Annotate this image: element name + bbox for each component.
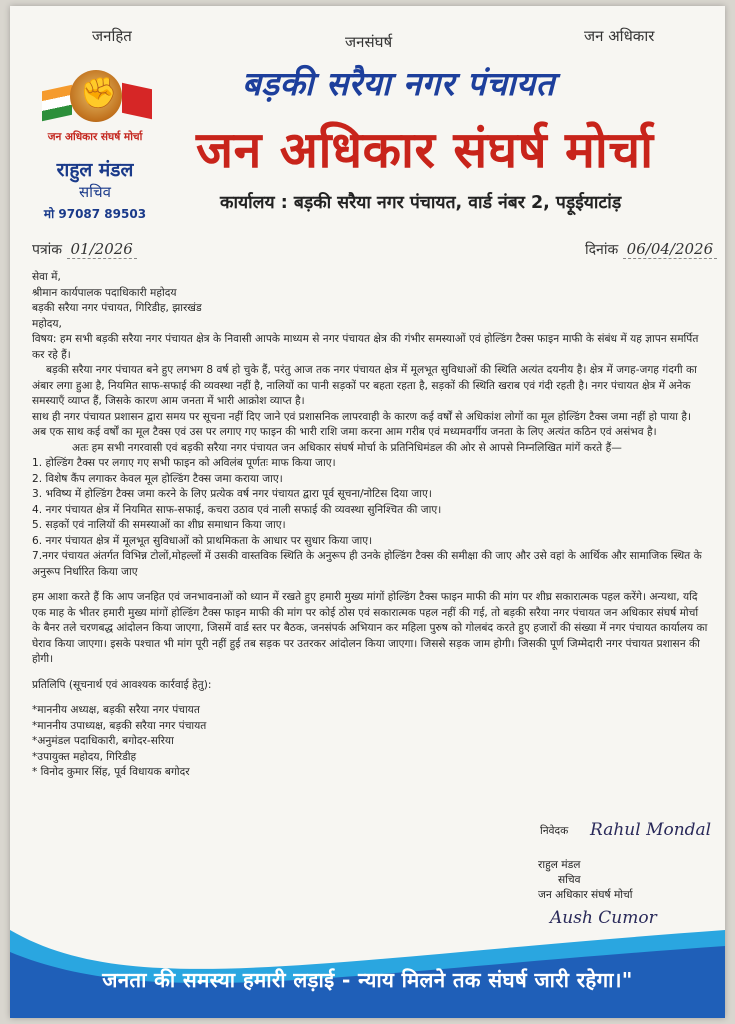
letter-date (585, 240, 717, 259)
letter-body (32, 270, 708, 781)
slogan-jansangharsh: जनसंघर्ष (345, 33, 393, 51)
handwritten-signature-1: Rahul Mondal (590, 820, 712, 840)
copy-heading: प्रतिलिपि (सूचनार्थ एवं आवश्यक कार्रवाई हेतु): (32, 678, 212, 691)
tricolor-flag-icon (42, 85, 72, 121)
demand-item: 6. नगर पंचायत क्षेत्र में मूलभूत सुविधाओं को प्राथमिकता के आधार पर सुधार किया जाए। (32, 534, 373, 547)
address-line: श्रीमान कार्यपालक पदाधिकारी महोदय (32, 286, 177, 299)
patrank-value: 01/2026 (67, 240, 137, 259)
date-label: दिनांक (585, 242, 619, 258)
paragraph-3: अतः हम सभी नगरवासी एवं बड़की सरैया नगर पंचायत जन अधिकार संघर्ष मोर्चा के प्रतिनिधिमंडल की ओर से आपसे निम्नलिखित मांगें करते हैं— (72, 441, 622, 454)
demand-item: 4. नगर पंचायत क्षेत्र में नियमित साफ-सफाई, कचरा उठाव एवं नाली सफाई की व्यवस्था सुनिश्चित की जाए। (32, 503, 442, 516)
paragraph-1: बड़की सरैया नगर पंचायत बने हुए लगभग 8 वर्ष हो चुके हैं, परंतु आज तक नगर पंचायत क्षेत्र में मूलभूत सुविधाओं की स्थिति अत्यंत दयनीय है। क्षेत्र में जगह-जगह गंदगी का अंबार लगा हुआ है, नियमित साफ-सफाई की व्यवस्था नहीं है, नालियों का पानी सड़कों पर बहता रहता है, सड़कों की स्थिति खराब एवं गंदी रहती है। नगर पंचायत क्षेत्र में अनेक समस्याएँ व्याप्त हैं, जिसके कारण आम जनता में भारी आक्रोश व्याप्त है। (32, 364, 697, 407)
signatory-org: जन अधिकार संघर्ष मोर्चा (538, 889, 633, 901)
organization-logo (36, 64, 154, 156)
title-line-1: बड़की सरैया नगर पंचायत (242, 64, 555, 103)
paragraph-2: साथ ही नगर पंचायत प्रशासन द्वारा समय पर सूचना नहीं दिए जाने एवं प्रशासनिक लापरवाही के कारण कई वर्षों से अधिकांश लोगों का मूल होल्डिंग टैक्स जमा नहीं हो पाया है। अब एक साथ कई वर्षों का मूल टैक्स एवं उस पर लगाए गए फाइन की भारी राशि जमा करना आम गरीब एवं मध्यमवर्गीय जनता के लिए अत्यंत कठिन एवं असंभव है। (32, 410, 692, 438)
slogan-jan-adhikar: जन अधिकार (584, 27, 655, 45)
reference-number (32, 240, 137, 259)
footer-slogan: जनता की समस्या हमारी लड़ाई - न्याय मिलने तक संघर्ष जारी रहेगा।" (102, 968, 633, 992)
patrank-label: पत्रांक (32, 242, 63, 258)
title-line-2: जन अधिकार संघर्ष मोर्चा (196, 121, 654, 179)
copy-recipient: *माननीय उपाध्यक्ष, बड़की सरैया नगर पंचायत (32, 719, 207, 732)
signatory-name: राहुल मंडल (538, 859, 581, 871)
address-line: बड़की सरैया नगर पंचायत, गिरिडीह, झारखंड (32, 302, 202, 314)
copy-recipient: * विनोद कुमार सिंह, पूर्व विधायक बगोदर (32, 766, 190, 778)
demand-item: 7.नगर पंचायत अंतर्गत विभिन्न टोलों,मोहल्लों में उसकी वास्तविक स्थिति के अनुरूप ही उनके होल्डिंग टैक्स की समीक्षा की जाए और उसे वहां के आर्थिक और सामाजिक स्थित के अनुरूप निर्धारित किया जाए (32, 550, 702, 578)
handwritten-signature-2: Aush Cumor (550, 908, 657, 928)
sender-info (36, 156, 154, 222)
closing-paragraph: हम आशा करते हैं कि आप जनहित एवं जनभावनाओं को ध्यान में रखते हुए हमारी मुख्य मांगों होल्डिंग टैक्स फाइन माफी की मांग पर शीघ्र सकारात्मक पहल करेंगे। अन्यथा, यदि एक माह के भीतर हमारी मुख्य मांगों होल्डिंग टैक्स फाइन माफी की मांग पर कोई ठोस एवं सकारात्मक पहल नहीं की गई, तो बड़की सरैया नगर पंचायत जन अधिकार संघर्ष मोर्चा के बैनर तले चरणबद्ध आंदोलन किया जाएगा, जिसमें वार्ड स्तर पर बैठक, जनसंपर्क अभियान कर महिला पुरुष को गोलबंद करते हुए हजारों की संख्या में नगर पंचायत कार्यालय का घेराव किया जाएगा। इसके पश्चात भी मांग पूरी नहीं हुई तब सड़क पर उतरकर आंदोलन किया जाएगा। जिससे सड़क जाम होगी। जिसकी पूर्ण जिम्मेदारी नगर पंचायत प्रशासन की होगी। (32, 591, 708, 665)
sender-name: राहुल मंडल (56, 159, 134, 181)
demands-list (32, 456, 708, 580)
copy-recipient: *अनुमंडल पदाधिकारी, बगोदर-सरिया (32, 735, 174, 747)
office-address: कार्यालय : बड़की सरैया नगर पंचायत, वार्ड नंबर 2, पड़ूईयाटांड़ (220, 193, 622, 213)
sender-designation: सचिव (79, 183, 111, 201)
signature-label: निवेदक (540, 825, 569, 837)
demand-item: 3. भविष्य में होल्डिंग टैक्स जमा करने के लिए प्रत्येक वर्ष नगर पंचायत द्वारा पूर्व सूचना/नोटिस दिया जाए। (32, 488, 432, 500)
copy-recipient: *उपायुक्त महोदय, गिरिडीह (32, 750, 137, 763)
raised-fist-icon (70, 70, 122, 122)
copy-recipient: *माननीय अध्यक्ष, बड़की सरैया नगर पंचायत (32, 704, 200, 716)
address-line: सेवा में, (32, 271, 61, 283)
date-value: 06/04/2026 (623, 240, 717, 259)
sender-phone: मो 97087 89503 (43, 207, 147, 221)
slogan-janhit: जनहित (92, 27, 132, 45)
letter-page (10, 6, 725, 1018)
red-flag-icon (122, 83, 152, 119)
subject-line: विषय: हम सभी बड़की सरैया नगर पंचायत क्षेत्र के निवासी आपके माध्यम से नगर पंचायत क्षेत्र की गंभीर समस्याओं एवं होल्डिंग टैक्स फाइन माफी के संबंध में यह ज्ञापन समर्पित कर रहे हैं। (32, 333, 699, 361)
signatory-designation: सचिव (558, 874, 581, 886)
logo-caption: जन अधिकार संघर्ष मोर्चा (47, 131, 143, 143)
demand-item: 1. होल्डिंग टैक्स पर लगाए गए सभी फाइन को अविलंब पूर्णतः माफ किया जाए। (32, 457, 336, 469)
demand-item: 2. विशेष कैंप लगाकर केवल मूल होल्डिंग टैक्स जमा कराया जाए। (32, 472, 283, 485)
address-line: महोदय, (32, 317, 62, 330)
demand-item: 5. सड़कों एवं नालियों की समस्याओं का शीघ्र समाधान किया जाए। (32, 519, 286, 531)
